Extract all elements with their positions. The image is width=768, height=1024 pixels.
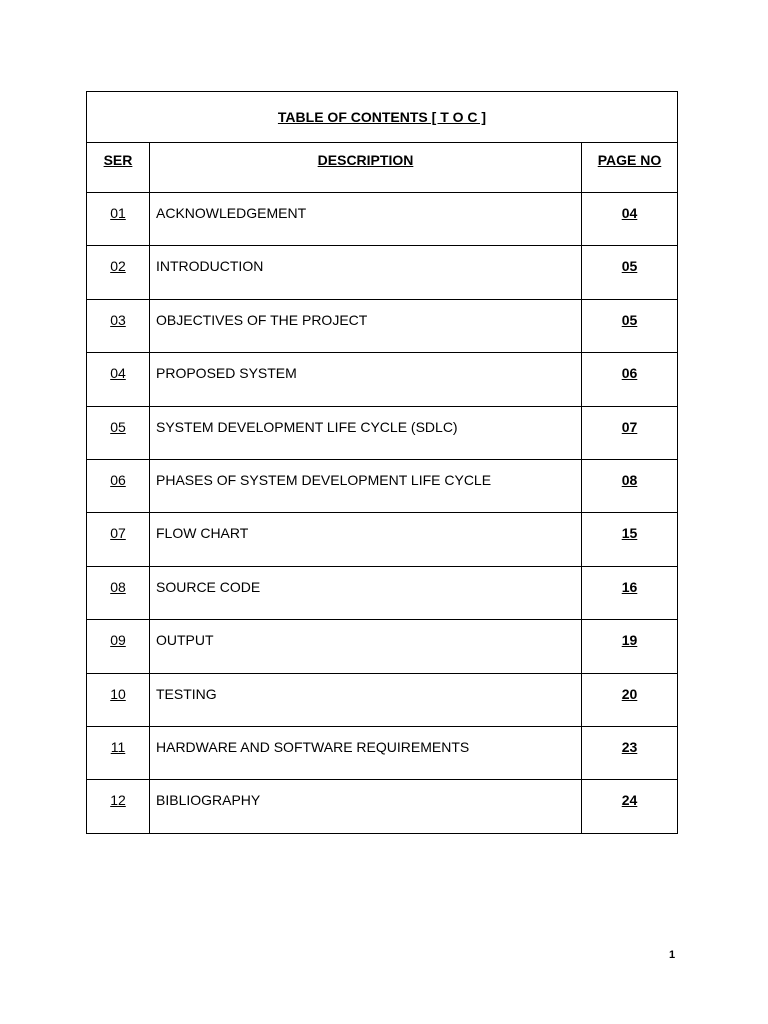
toc-row-ser: 07 [87, 513, 150, 566]
toc-row-ser: 05 [87, 406, 150, 459]
toc-row-page: 05 [582, 246, 678, 299]
toc-row-ser: 01 [87, 193, 150, 246]
toc-row [87, 673, 678, 726]
toc-header-row [87, 143, 678, 193]
toc-row [87, 246, 678, 299]
page-number: 1 [668, 949, 676, 961]
toc-row-ser: 06 [87, 459, 150, 512]
header-ser: SER [87, 143, 150, 193]
toc-row-ser: 08 [87, 566, 150, 619]
toc-row-page: 05 [582, 299, 678, 352]
toc-row-ser: 02 [87, 246, 150, 299]
toc-row-description: HARDWARE AND SOFTWARE REQUIREMENTS [150, 726, 582, 779]
toc-row-ser: 11 [87, 726, 150, 779]
toc-row-ser: 09 [87, 620, 150, 673]
toc-row [87, 566, 678, 619]
header-page-no: PAGE NO [582, 143, 678, 193]
header-description: DESCRIPTION [150, 143, 582, 193]
toc-row-description: OUTPUT [150, 620, 582, 673]
toc-row-description: SOURCE CODE [150, 566, 582, 619]
table-of-contents [86, 91, 678, 834]
toc-row [87, 193, 678, 246]
toc-row [87, 620, 678, 673]
toc-title: TABLE OF CONTENTS [ T O C ] [87, 92, 678, 143]
toc-row-ser: 12 [87, 780, 150, 833]
toc-row [87, 726, 678, 779]
toc-body [87, 92, 678, 834]
toc-row-ser: 03 [87, 299, 150, 352]
toc-row [87, 780, 678, 833]
toc-row-page: 07 [582, 406, 678, 459]
toc-row [87, 299, 678, 352]
toc-row-description: ACKNOWLEDGEMENT [150, 193, 582, 246]
toc-row-page: 16 [582, 566, 678, 619]
toc-row-ser: 04 [87, 353, 150, 406]
toc-row-description: OBJECTIVES OF THE PROJECT [150, 299, 582, 352]
toc-row-description: FLOW CHART [150, 513, 582, 566]
toc-row-description: INTRODUCTION [150, 246, 582, 299]
toc-row-page: 15 [582, 513, 678, 566]
toc-row-page: 23 [582, 726, 678, 779]
toc-row-page: 19 [582, 620, 678, 673]
toc-row-description: PROPOSED SYSTEM [150, 353, 582, 406]
toc-row-description: SYSTEM DEVELOPMENT LIFE CYCLE (SDLC) [150, 406, 582, 459]
toc-row-page: 08 [582, 459, 678, 512]
toc-row-page: 24 [582, 780, 678, 833]
toc-row-page: 04 [582, 193, 678, 246]
toc-title-row [87, 92, 678, 143]
toc-row-description: PHASES OF SYSTEM DEVELOPMENT LIFE CYCLE [150, 459, 582, 512]
toc-row-page: 20 [582, 673, 678, 726]
toc-row-description: BIBLIOGRAPHY [150, 780, 582, 833]
toc-row [87, 459, 678, 512]
toc-row-page: 06 [582, 353, 678, 406]
toc-row [87, 353, 678, 406]
toc-row-description: TESTING [150, 673, 582, 726]
toc-row-ser: 10 [87, 673, 150, 726]
toc-row [87, 513, 678, 566]
toc-row [87, 406, 678, 459]
